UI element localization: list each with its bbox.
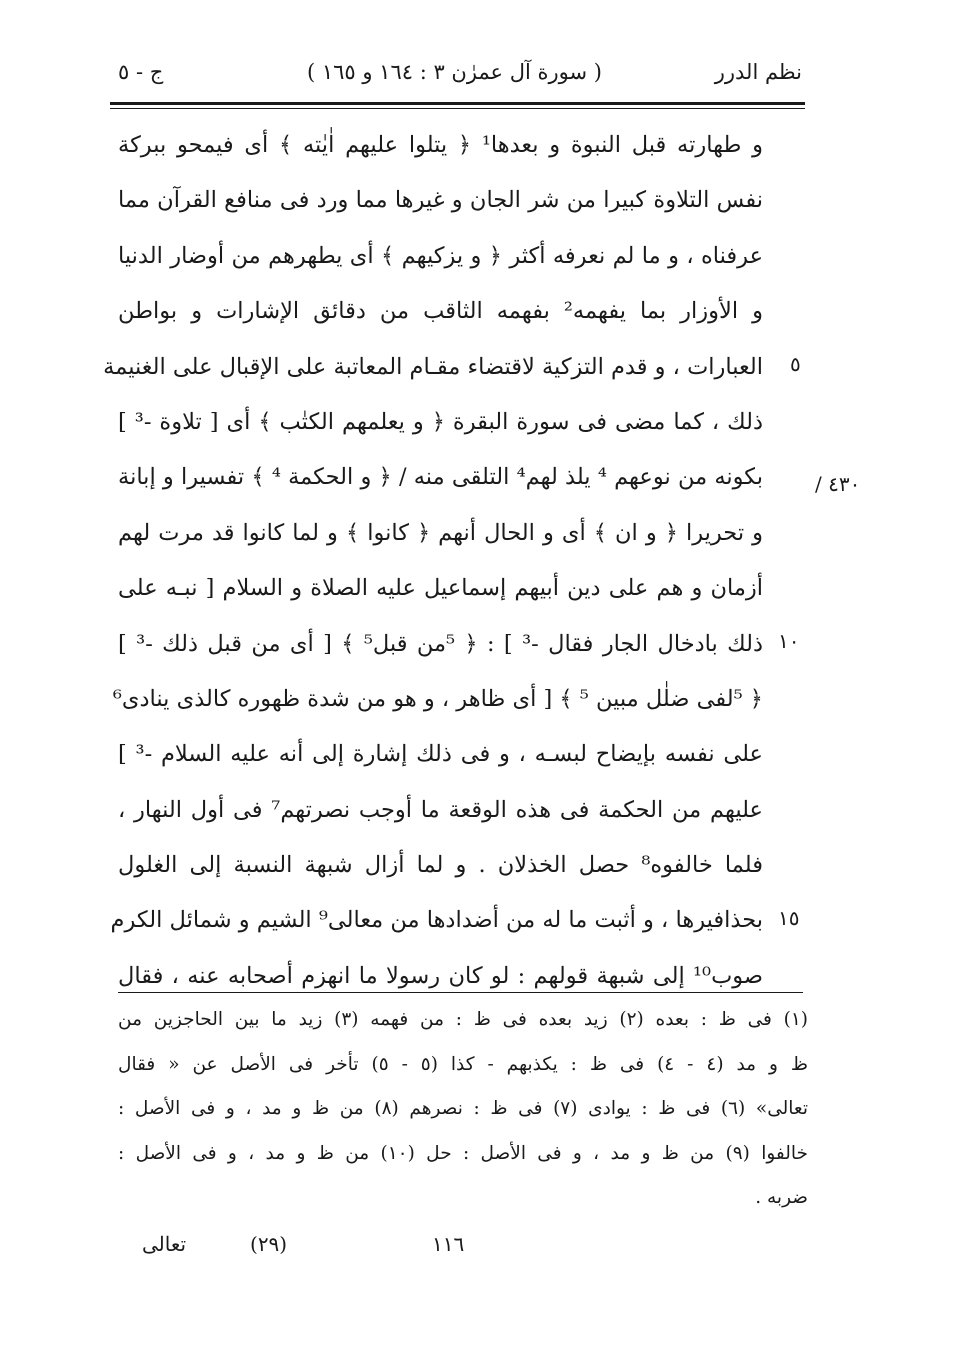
text-line: فلما خالفوه⁸ حصل الخذلان . و لما أزال شبهة النسبة إلى الغلول <box>118 852 763 879</box>
main-text <box>103 118 764 1004</box>
text-line: على نفسه بإيضاح لبسـه ، و فى ذلك إشارة إلى أنه عليه السلام -³ ] <box>118 741 763 768</box>
text-line: العبارات ، و قدم التزكية لاقتضاء مقـام المعاتبة على الإقبال على الغنيمة <box>103 353 763 380</box>
line-number-10: ١٠ <box>778 629 800 653</box>
text-line: عليهم من الحكمة فى هذه الوقعة ما أوجب نصرتهم⁷ فى أول النهار ، <box>118 796 763 823</box>
header-rule-thin <box>110 108 805 109</box>
text-line: ذلك بادخال الجار فقال -³ ] : ﴿ ⁵من قبل⁵ ﴾ [ أى من قبل ذلك -³ ] <box>118 630 764 657</box>
footnote-line: (١) فى ظ : بعده (٢) زيد بعده فى ظ : من فهمه (٣) زيد ما بين الحاجزين من <box>118 1009 808 1030</box>
catchword: تعالى <box>142 1232 187 1256</box>
book-title: نظم الدرر <box>714 60 802 84</box>
line-number-5: ٥ <box>790 352 801 376</box>
footnote-line: خالفوا (٩) من ظ و مد ، و فى الأصل : حل (١٠) من ظ و مد ، و فى الأصل : <box>118 1142 808 1164</box>
footnotes <box>118 998 808 1221</box>
text-line: نفس التلاوة كبيرا من شر الجان و غيرها مما ورد فى منافع القرآن مما <box>118 187 763 214</box>
text-line: ﴿ ⁵لفى ضلٰل مبين ⁵ ﴾ [ أى ظاهر ، و هو من شدة ظهوره كالذى ينادى⁶ <box>112 685 763 712</box>
text-line: و طهارته قبل النبوة و بعدها¹ ﴿ يتلوا عليهم اٰيٰته ﴾ أى فيمحو ببركة <box>118 132 763 158</box>
footnote-rule <box>118 992 803 993</box>
text-line: صوب¹⁰ إلى شبهة قولهم : لو كان رسولا ما انهزم أصحابه عنه ، فقال <box>118 962 763 989</box>
surah-reference: ( سورة آل عمرٰن ٣ : ١٦٤ و ١٦٥ ) <box>306 60 602 84</box>
footnote-line: ظ و مد (٤ - ٤) فى ظ : يكذبهم - كذا (٥ - ٥) تأخر فى الأصل عن « فقال <box>118 1053 809 1075</box>
header-rule-thick <box>110 102 805 105</box>
margin-page-reference: ٤٣٠ / <box>815 472 861 496</box>
text-line: بحذافيرها ، و أثبت ما له من أضدادها من معالى⁹ الشيم و شمائل الكرم <box>110 907 763 934</box>
text-line: أزمان و هم على دين أبيهم إسماعيل عليه الصلاة و السلام [ نبـه على <box>118 575 763 602</box>
text-line: ذلك ، كما مضى فى سورة البقرة ﴿ و يعلمهم الكتٰب ﴾ أى [ تلاوة -³ ] <box>118 408 763 435</box>
page-header <box>110 60 802 94</box>
text-line: بكونه من نوعهم ⁴ يلذ لهم⁴ التلقى منه / ﴿ و الحكمة ⁴ ﴾ تفسيرا و إبانة <box>118 464 763 491</box>
page-number: ١١٦ <box>432 1232 465 1256</box>
signature-mark: (٢٩) <box>250 1232 288 1256</box>
text-line: و تحريرا ﴿ و ان ﴾ أى و الحال أنهم ﴿ كانوا ﴾ و لما كانوا قد مرت لهم <box>118 519 763 546</box>
line-number-15: ١٥ <box>778 906 800 930</box>
footnote-line: ضربه . <box>755 1187 808 1208</box>
text-line: و الأوزار بما يفهمه² بفهمه الثاقب من دقائق الإشارات و بواطن <box>118 298 764 325</box>
text-line: عرفناه ، و ما لم نعرفه أكثر ﴿ و يزكيهم ﴾ أى يطهرهم من أوضار الدنيا <box>118 242 763 269</box>
footnote-line: تعالى» (٦) فى ظ : يوادى (٧) فى ظ : نصرهم (٨) من ظ و مد ، و فى الأصل : <box>118 1098 809 1119</box>
volume-number: ج - ٥ <box>118 60 164 84</box>
